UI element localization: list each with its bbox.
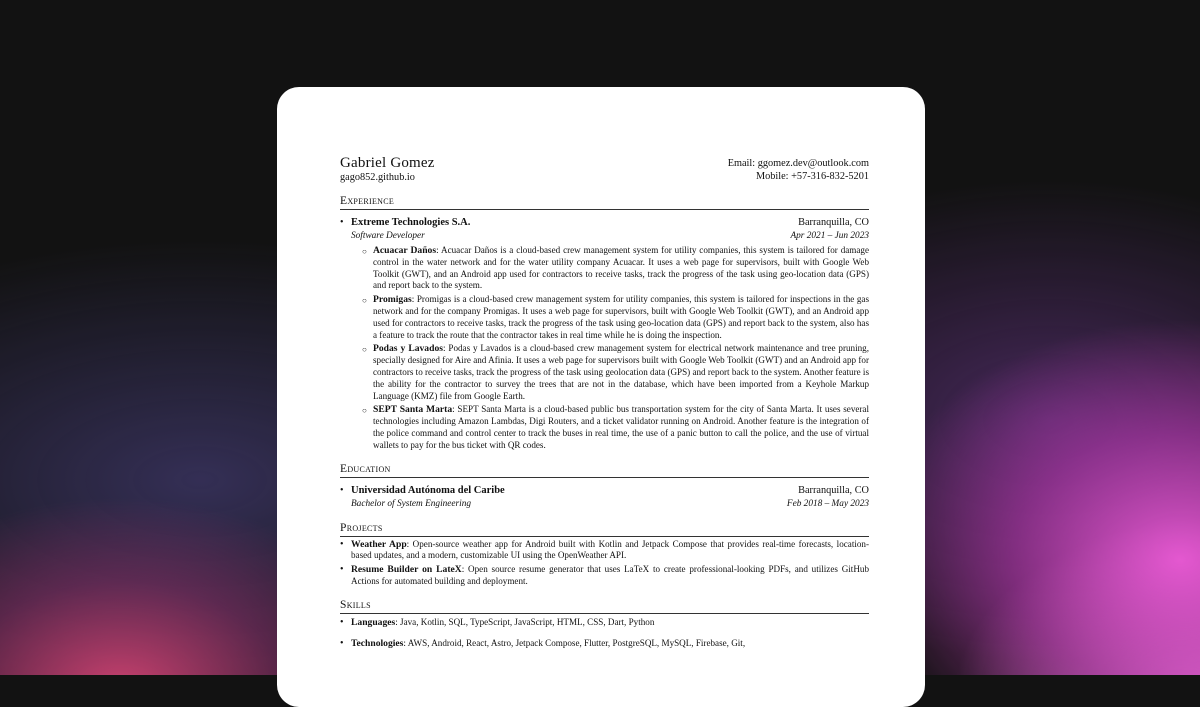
- section-title-experience: Experience: [340, 194, 869, 210]
- skill-values: : Java, Kotlin, SQL, TypeScript, JavaScript, HTML, CSS, Dart, Python: [395, 616, 655, 627]
- experience-entry: [340, 212, 869, 452]
- job-role: Software Developer: [351, 231, 425, 241]
- project-name: Podas y Lavados: [373, 343, 443, 355]
- list-item: [340, 638, 869, 650]
- section-title-skills: Skills: [340, 598, 869, 614]
- job-dates: Apr 2021 – Jun 2023: [790, 231, 869, 241]
- circle-bullet-icon: ○: [362, 247, 367, 256]
- circle-bullet-icon: ○: [362, 406, 367, 416]
- list-item: [362, 343, 869, 402]
- list-item: [340, 617, 869, 629]
- project-description: : Open source resume generator that uses LaTeX to create professional-looking PDFs, and utilizes GitHub Actions for automated building and deployment.: [351, 564, 869, 586]
- list-item: [340, 539, 869, 563]
- company-location: Barranquilla, CO: [798, 217, 869, 228]
- school-location: Barranquilla, CO: [798, 484, 869, 496]
- project-description: : Podas y Lavados is a cloud-based crew management system for electrical network maintenance and tree pruning, specially designed for Aire and Afinia. It uses a web page for supervisors built with Google Web Toolkit (GWT) and an Android app for contractors to receive tasks, track the progress of the task using geolocation data (GPS) and report back to the system. Another feature is the ability for the contractor to survey the trees that are not in the database, which have been imported from a Keyhole Markup Language (KMZ) file from Google Earth.: [373, 343, 869, 401]
- experience-role-row: [340, 230, 869, 243]
- resume-card: [277, 87, 925, 707]
- circle-bullet-icon: ○: [362, 296, 367, 306]
- section-title-projects: Projects: [340, 521, 869, 537]
- email-text[interactable]: Email: ggomez.dev@outlook.com: [727, 158, 869, 169]
- list-item: [362, 294, 869, 341]
- education-degree-row: [340, 498, 869, 511]
- education-entry: [340, 480, 869, 511]
- header-right: [728, 155, 869, 184]
- mobile-text: Mobile: +57-316-832-5201: [755, 171, 869, 182]
- project-description: : Open-source weather app for Android built with Kotlin and Jetpack Compose that provides real-time forecasts, location-based updates, and a modern, customizable UI using the OpenWeather API.: [351, 538, 869, 561]
- resume-page: [340, 155, 869, 649]
- school-name: Universidad Autónoma del Caribe: [351, 484, 505, 496]
- degree-name: Bachelor of System Engineering: [351, 498, 472, 509]
- section-title-education: Education: [340, 462, 869, 478]
- project-description: : Promigas is a cloud-based crew management system for utility companies, this system is tailored for inspections in the gas network and for the company Promigas. It uses a web page for supervisors, built with Google Web Toolkit (GWT), and an Android app used for contractors to receive tasks, track the progress of the task using geo-location data (GPS) and report back to the system, also has a feature to track the route that the contractor takes in real time while he is doing the inspection.: [373, 294, 869, 340]
- bullet-icon: •: [340, 616, 344, 628]
- header-left: [340, 155, 435, 184]
- bullet-icon: •: [340, 484, 344, 496]
- experience-projects-list: [362, 245, 869, 452]
- website-link[interactable]: gago852.github.io: [340, 172, 415, 183]
- experience-company-row: [340, 212, 869, 230]
- skill-category: Technologies: [351, 637, 404, 649]
- bullet-icon: •: [340, 217, 344, 228]
- projects-list: [340, 539, 869, 588]
- project-name: Resume Builder on LateX: [351, 564, 462, 576]
- bullet-icon: •: [340, 538, 344, 550]
- project-name: SEPT Santa Marta: [373, 404, 453, 416]
- list-item: [362, 245, 869, 292]
- resume-header: [340, 155, 869, 184]
- bullet-icon: •: [340, 564, 344, 576]
- project-description: : Acuacar Daños is a cloud-based crew management system for utility companies, this system is tailored for damage control in the water network and for the water utility company Acuacar. It uses a web page for supervisors, built with Google Web Toolkit (GWT), and an Android app used for contractors to receive tasks, track the progress of the task using geo-location data (GPS) and report back to the system.: [373, 245, 869, 291]
- list-item: [340, 564, 869, 588]
- project-name: Promigas: [373, 294, 412, 306]
- circle-bullet-icon: ○: [362, 345, 367, 355]
- bullet-icon: •: [340, 637, 344, 649]
- skill-category: Languages: [351, 616, 396, 628]
- skills-list: [340, 617, 869, 650]
- skill-values: : AWS, Android, React, Astro, Jetpack Compose, Flutter, PostgreSQL, MySQL, Firebase, Git,: [403, 637, 746, 648]
- project-name: Weather App: [351, 538, 407, 550]
- project-description: : SEPT Santa Marta is a cloud-based public bus transportation system for the city of Santa Marta. It uses several technologies including Amazon Lambdas, Digi Routers, and a ticket validator running on Android. Another feature is the integration of the police command and control center to track the buses in real time, the use of a panic button to call the police, and the use of virtual wallets to pay for the bus ticket with QR codes.: [373, 404, 869, 450]
- education-school-row: [340, 480, 869, 498]
- list-item: [362, 404, 869, 451]
- project-name: Acuacar Daños: [373, 245, 437, 256]
- company-name: Extreme Technologies S.A.: [351, 217, 471, 228]
- person-name: Gabriel Gomez: [340, 155, 435, 171]
- education-dates: Feb 2018 – May 2023: [786, 498, 869, 509]
